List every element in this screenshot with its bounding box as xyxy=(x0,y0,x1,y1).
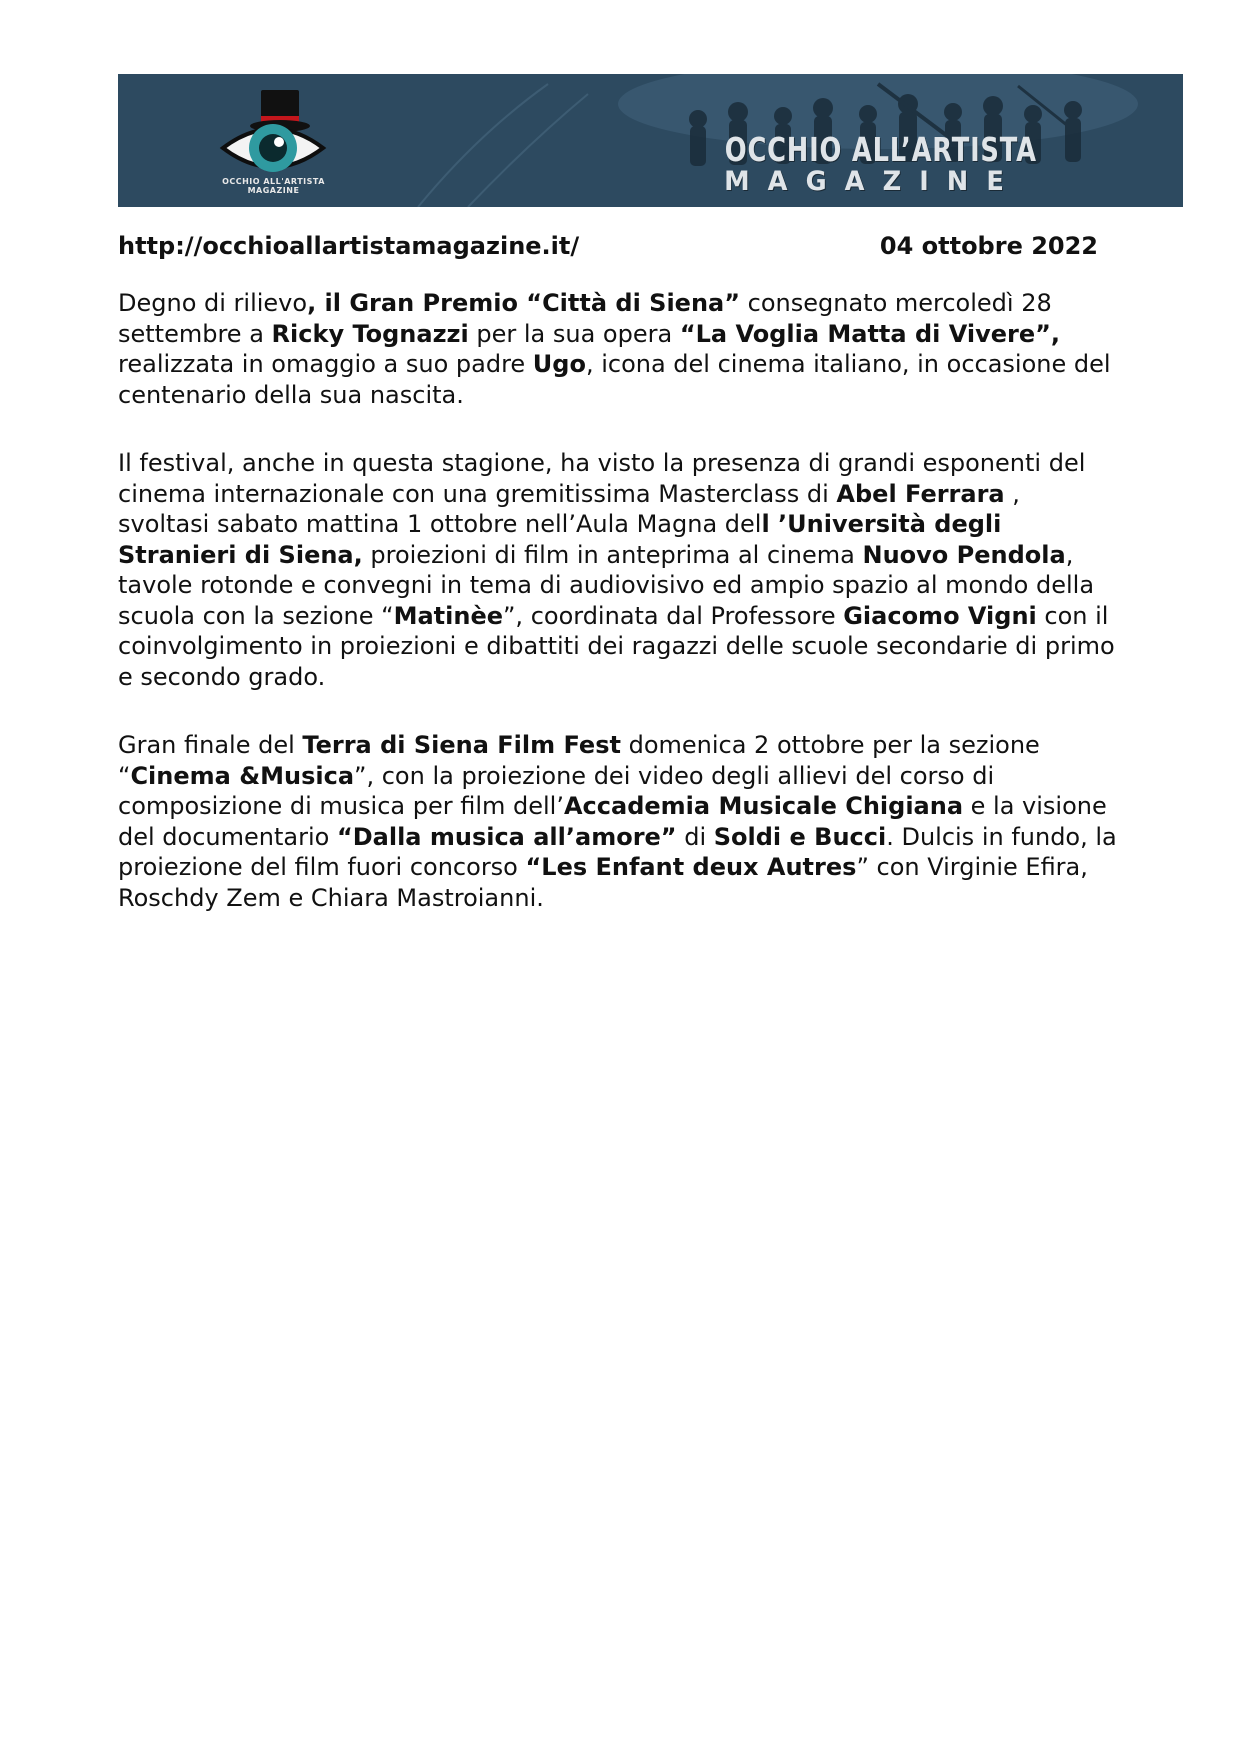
text-run: domenica 2 ottobre per la sezione “ xyxy=(118,731,1040,790)
bold-text-run: , il Gran Premio “Città di Siena” xyxy=(307,289,741,317)
source-url: http://occhioallartistamagazine.it/ xyxy=(118,232,580,260)
banner-title-line1: OCCHIO ALL’ARTISTA xyxy=(724,130,1037,169)
text-run: con il coinvolgimento in proiezioni e dibattiti dei ragazzi delle scuole secondarie di primo e secondo grado. xyxy=(118,601,1115,691)
text-run: ”, con la proiezione dei video degli allievi del corso di composizione di musica per film dell’ xyxy=(118,761,995,820)
header-banner xyxy=(118,74,1183,207)
bold-text-run: Terra di Siena Film Fest xyxy=(302,731,621,759)
bold-text-run: “La Voglia Matta di Vivere”, xyxy=(679,319,1061,348)
text-run: , icona del cinema italiano, in occasione del centenario della sua nascita. xyxy=(118,350,1111,409)
bold-text-run: Matinèe xyxy=(393,601,503,630)
bold-text-run: Abel Ferrara xyxy=(836,479,1005,508)
bold-text-run: l ’Università degli Stranieri di Siena, xyxy=(118,510,1002,569)
bold-text-run: “Les Enfant deux Autres xyxy=(525,853,857,881)
article-body xyxy=(118,288,1118,951)
banner-title xyxy=(683,132,1063,196)
text-run: consegnato mercoledì 28 settembre a xyxy=(118,289,1052,348)
paragraph-1 xyxy=(118,288,1118,410)
text-run: Gran finale del xyxy=(118,731,303,759)
text-run: e la visione del documentario xyxy=(118,792,1107,851)
text-run: Il festival, anche in questa stagione, ha visto la presenza di grandi esponenti del cinema internazionale con una gremitissima Masterclass di xyxy=(118,449,1086,508)
text-run: . Dulcis in fundo, la proiezione del film fuori concorso xyxy=(118,822,1117,881)
bold-text-run: Ugo xyxy=(532,350,586,378)
text-run: ” con Virginie Efira, Roschdy Zem e Chiara Mastroianni. xyxy=(118,853,1088,912)
text-run: per la sua opera xyxy=(468,319,680,348)
bold-text-run: Ricky Tognazzi xyxy=(271,319,469,348)
publication-date: 04 ottobre 2022 xyxy=(879,232,1098,260)
text-run: ”, coordinata dal Professore xyxy=(503,601,844,630)
paragraph-3 xyxy=(118,730,1118,913)
banner-title-line2: MAGAZINE xyxy=(724,166,1022,197)
logo-caption-line2: MAGAZINE xyxy=(247,186,300,195)
bold-text-run: Soldi e Bucci xyxy=(713,822,887,851)
bold-text-run: Giacomo Vigni xyxy=(843,601,1037,630)
text-run: proiezioni di film in anteprima al cinema xyxy=(362,540,863,569)
text-run: di xyxy=(676,822,714,851)
logo-caption-line1: OCCHIO ALL'ARTISTA xyxy=(222,177,325,186)
bold-text-run: Nuovo Pendola xyxy=(862,540,1066,569)
paragraph-2 xyxy=(118,448,1118,692)
text-run: Degno di rilievo xyxy=(118,289,308,317)
bold-text-run: “Dalla musica all’amore” xyxy=(336,822,677,851)
logo-caption xyxy=(216,177,331,195)
text-run: , svoltasi sabato mattina 1 ottobre nell’Aula Magna del xyxy=(118,479,1020,538)
text-run: , tavole rotonde e convegni in tema di audiovisivo ed ampio spazio al mondo della scuola con la sezione “ xyxy=(118,540,1095,630)
text-run: realizzata in omaggio a suo padre xyxy=(118,350,533,378)
bold-text-run: Cinema &Musica xyxy=(130,761,355,790)
source-line xyxy=(118,231,1098,265)
bold-text-run: Accademia Musicale Chigiana xyxy=(563,792,964,820)
